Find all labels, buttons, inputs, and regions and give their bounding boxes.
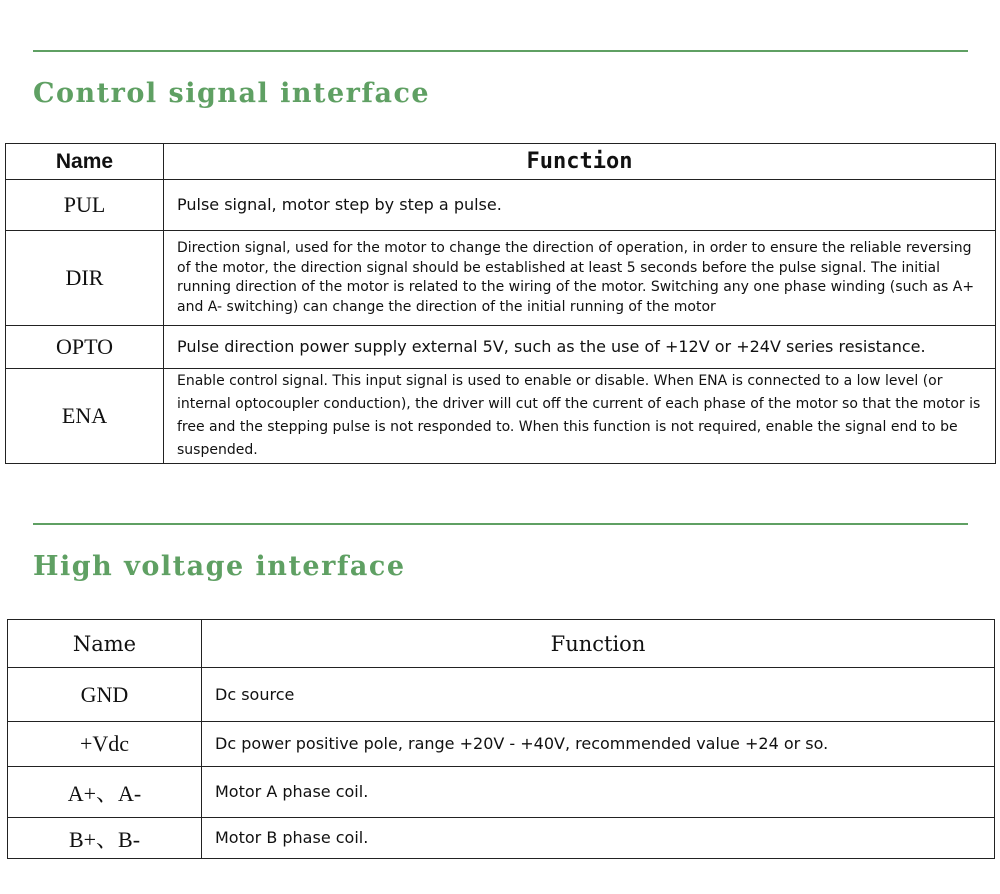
terminal-function: Motor B phase coil. <box>202 818 995 859</box>
terminal-function: Motor A phase coil. <box>202 767 995 818</box>
table-row <box>6 231 996 326</box>
table-row <box>8 767 995 818</box>
signal-function: Pulse direction power supply external 5V, such as the use of +12V or +24V series resistance. <box>164 326 996 369</box>
section-title-high-voltage: High voltage interface <box>33 551 406 582</box>
column-header-name: Name <box>6 144 164 180</box>
table-row <box>8 818 995 859</box>
terminal-name: A+、A- <box>8 767 202 818</box>
section-divider-control <box>33 50 968 52</box>
terminal-function: Dc power positive pole, range +20V - +40V, recommended value +24 or so. <box>202 722 995 767</box>
terminal-name: +Vdc <box>8 722 202 767</box>
terminal-name: GND <box>8 668 202 722</box>
signal-function: Direction signal, used for the motor to change the direction of operation, in order to ensure the reliable reversing of the motor, the direction signal should be established at least 5 seconds before the pulse signal. The initial running direction of the motor is related to the wiring of the motor. Switching any one phase winding (such as A+ and A- switching) can change the direction of the initial running of the motor <box>164 231 996 326</box>
high-voltage-table <box>7 619 995 859</box>
terminal-function: Dc source <box>202 668 995 722</box>
table-row <box>8 668 995 722</box>
signal-name: PUL <box>6 180 164 231</box>
signal-function: Pulse signal, motor step by step a pulse. <box>164 180 996 231</box>
signal-function: Enable control signal. This input signal is used to enable or disable. When ENA is connected to a low level (or internal optocoupler conduction), the driver will cut off the current of each phase of the motor so that the motor is free and the stepping pulse is not responded to. When this function is not required, enable the signal end to be suspended. <box>164 369 996 464</box>
column-header-function: Function <box>202 620 995 668</box>
control-signal-table <box>5 143 996 464</box>
signal-name: DIR <box>6 231 164 326</box>
signal-name: ENA <box>6 369 164 464</box>
terminal-name: B+、B- <box>8 818 202 859</box>
table-row <box>8 722 995 767</box>
column-header-name: Name <box>8 620 202 668</box>
table-header-row <box>6 144 996 180</box>
table-header-row <box>8 620 995 668</box>
section-divider-high-voltage <box>33 523 968 525</box>
table-row <box>6 180 996 231</box>
column-header-function: Function <box>164 144 996 180</box>
table-row <box>6 326 996 369</box>
section-title-control: Control signal interface <box>33 78 431 109</box>
table-row <box>6 369 996 464</box>
signal-name: OPTO <box>6 326 164 369</box>
